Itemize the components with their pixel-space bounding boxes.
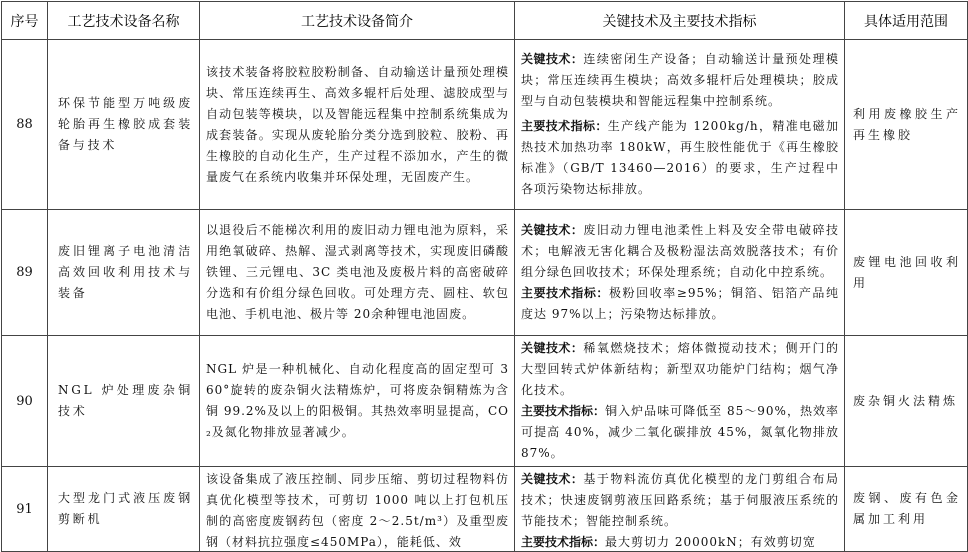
header-no: 序号 — [2, 2, 48, 40]
key-tech-text: 废旧动力锂电池柔性上料及安全带电破碎技术；电解液无害化耦合及极粉湿法高效脱落技术；有价组分绿色回收技术；环保处理系统；自动化中控系统。 — [521, 223, 839, 279]
row-no: 90 — [2, 336, 48, 467]
key-tech-para — [521, 49, 839, 112]
key-tech-label: 关键技术： — [521, 223, 584, 237]
main-index-text: 生产线产能为 1200kg/h，精准电磁加热技术加热功率 180kW，再生胶性能优于《再生橡胶标准》（GB/T 13460—2016）的要求，生产过程中各项污染物达标排放。 — [521, 119, 839, 196]
row-scope: 利用废橡胶生产再生橡胶 — [845, 40, 968, 210]
row-no: 91 — [2, 467, 48, 552]
row-name: 大型龙门式液压废钢剪断机 — [48, 467, 200, 552]
table-row — [2, 40, 968, 210]
main-index-label: 主要技术指标： — [521, 535, 606, 549]
main-index-label: 主要技术指标： — [521, 404, 606, 418]
row-scope: 废锂电池回收利用 — [845, 210, 968, 336]
row-name: 废旧锂离子电池清洁高效回收利用技术与装备 — [48, 210, 200, 336]
main-index-text: 极粉回收率≥95%；铜箔、铝箔产品纯度达 97%以上；污染物达标排放。 — [521, 286, 839, 321]
key-tech-label: 关键技术： — [521, 341, 584, 355]
key-tech-text: 稀氧燃烧技术；熔体微搅动技术；侧开门的大型回转式炉体新结构；新型双功能炉门结构；烟气净化技术。 — [521, 341, 839, 397]
row-name: NGL 炉处理废杂铜技术 — [48, 336, 200, 467]
main-index-text: 铜入炉品味可降低至 85～90%，热效率可提高 40%，减少二氧化碳排放 45%，氮氧化物排放 87%。 — [521, 404, 839, 460]
key-tech-label: 关键技术： — [521, 52, 584, 66]
row-scope: 废杂铜火法精炼 — [845, 336, 968, 467]
main-index-text: 最大剪切力 20000kN；有效剪切宽 — [605, 535, 816, 549]
main-index-label: 主要技术指标： — [521, 286, 609, 300]
row-intro: 以退役后不能梯次利用的废旧动力锂电池为原料，采用绝氧破碎、热解、湿式剥离等技术，实现废旧磷酸铁锂、三元锂电、3C 类电池及废极片料的高密破碎分选和有价组分绿色回收。可处理方壳、圆柱、软包电池、手机电池、极片等 20余种锂电池固废。 — [200, 210, 515, 336]
main-index-para — [521, 532, 839, 549]
key-tech-para — [521, 338, 839, 401]
table-row — [2, 336, 968, 467]
process-equipment-table — [1, 1, 968, 552]
key-tech-text: 连续密闭生产设备；自动输送计量预处理模块；常压连续再生模块；高效多辊杆后处理模块；胶成型与自动包装模块和智能远程集中控制系统。 — [521, 52, 839, 108]
row-key-tech — [515, 210, 845, 336]
row-intro: NGL 炉是一种机械化、自动化程度高的固定型可 360°旋转的废杂铜火法精炼炉，可将废杂铜精炼为含铜 99.2%及以上的阳极铜。其热效率明显提高，CO₂及氮化物排放显著减少。 — [200, 336, 515, 467]
key-tech-label: 关键技术： — [521, 472, 584, 486]
main-index-para — [521, 283, 839, 325]
row-intro — [200, 467, 515, 552]
row-scope: 废钢、废有色金属加工利用 — [845, 467, 968, 552]
table-header-row — [2, 2, 968, 40]
table-row — [2, 467, 968, 552]
header-name: 工艺技术设备名称 — [48, 2, 200, 40]
row-no: 88 — [2, 40, 48, 210]
row-name: 环保节能型万吨级废轮胎再生橡胶成套装备与技术 — [48, 40, 200, 210]
key-tech-para — [521, 220, 839, 283]
row-key-tech — [515, 40, 845, 210]
header-key: 关键技术及主要技术指标 — [515, 2, 845, 40]
key-tech-para — [521, 469, 839, 532]
row-no: 89 — [2, 210, 48, 336]
main-index-para — [521, 116, 839, 200]
main-index-label: 主要技术指标： — [521, 119, 608, 133]
key-tech-text: 基于物料流仿真优化模型的龙门剪组合布局技术；快速废钢剪液压回路系统；基于伺服液压系统的节能技术；智能控制系统。 — [521, 472, 839, 528]
row-key-tech — [515, 336, 845, 467]
row-intro: 该技术装备将胶粒胶粉制备、自动输送计量预处理模块、常压连续再生、高效多辊杆后处理、滤胶成型与自动包装等模块，以及智能远程集中控制系统集成为成套装备。实现从废轮胎分类分选到胶粒、胶粉、再生橡胶的自动化生产，生产过程不添加水，产生的微量废气在系统内收集并环保处理，无固废产生。 — [200, 40, 515, 210]
row-key-tech — [515, 467, 845, 552]
header-scope: 具体适用范围 — [845, 2, 968, 40]
table-row — [2, 210, 968, 336]
row-intro-text: 该设备集成了液压控制、同步压缩、剪切过程物料仿真优化模型等技术，可剪切 1000 吨以上打包机压制的高密度废钢药包（密度 2～2.5t/m³）及重型废钢（材料抗拉强度≤450MPa），能耗低、效 — [206, 472, 509, 549]
header-intro: 工艺技术设备简介 — [200, 2, 515, 40]
main-index-para — [521, 401, 839, 464]
